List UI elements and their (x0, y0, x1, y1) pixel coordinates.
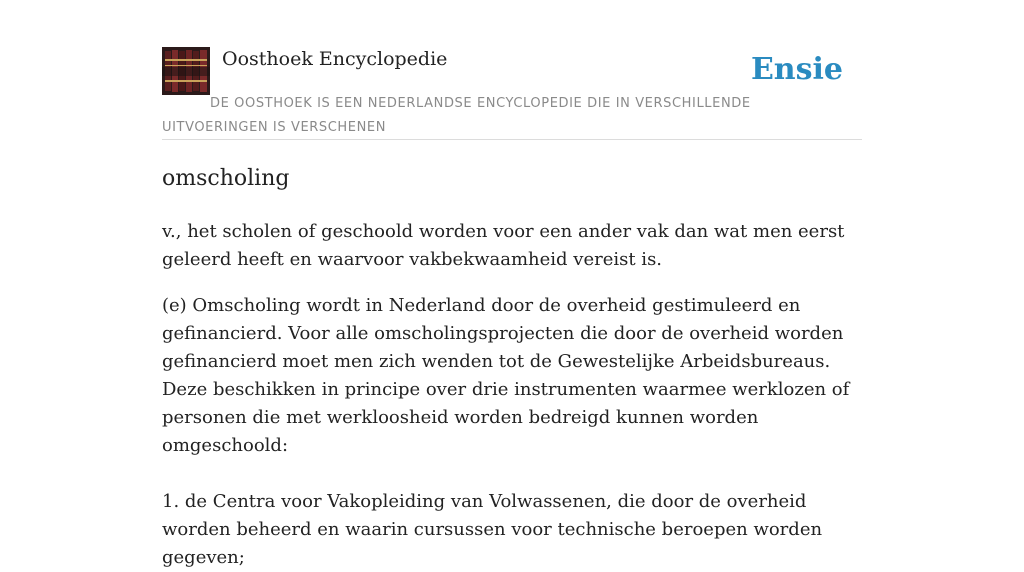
site-name[interactable]: Oosthoek Encyclopedie (222, 48, 448, 70)
article-list-item: 1. de Centra voor Vakopleiding van Volwassenen, die door de overheid worden beheerd en waarin cursussen voor technische beroepen worden gegeven; (162, 491, 823, 568)
article-definition: v., het scholen of geschoold worden voor een ander vak dan wat men eerst geleerd heeft en waarvoor vakbekwaamheid vereist is. (162, 221, 845, 270)
brand-logo[interactable]: Ensie (750, 52, 843, 87)
encyclopedia-books-icon (162, 47, 210, 95)
article-title: omscholing (162, 166, 290, 191)
page (162, 0, 862, 572)
avatar[interactable] (162, 47, 210, 95)
article-body: (e) Omscholing wordt in Nederland door de overheid gestimuleerd en gefinancierd. Voor alle omscholingsprojecten die door de overheid worden gefinancierd moet men zich wenden tot de Gewestelijke Arbeidsbureaus. Deze beschikken in principe over drie instrumenten waarmee werklozen of personen die met werkloosheid worden bedreigd kunnen worden omgeschoold: (162, 295, 850, 456)
header (162, 46, 862, 140)
site-tagline: DE OOSTHOEK IS EEN NEDERLANDSE ENCYCLOPEDIE DIE IN VERSCHILLENDE UITVOERINGEN IS VERSCHENEN (162, 96, 751, 135)
